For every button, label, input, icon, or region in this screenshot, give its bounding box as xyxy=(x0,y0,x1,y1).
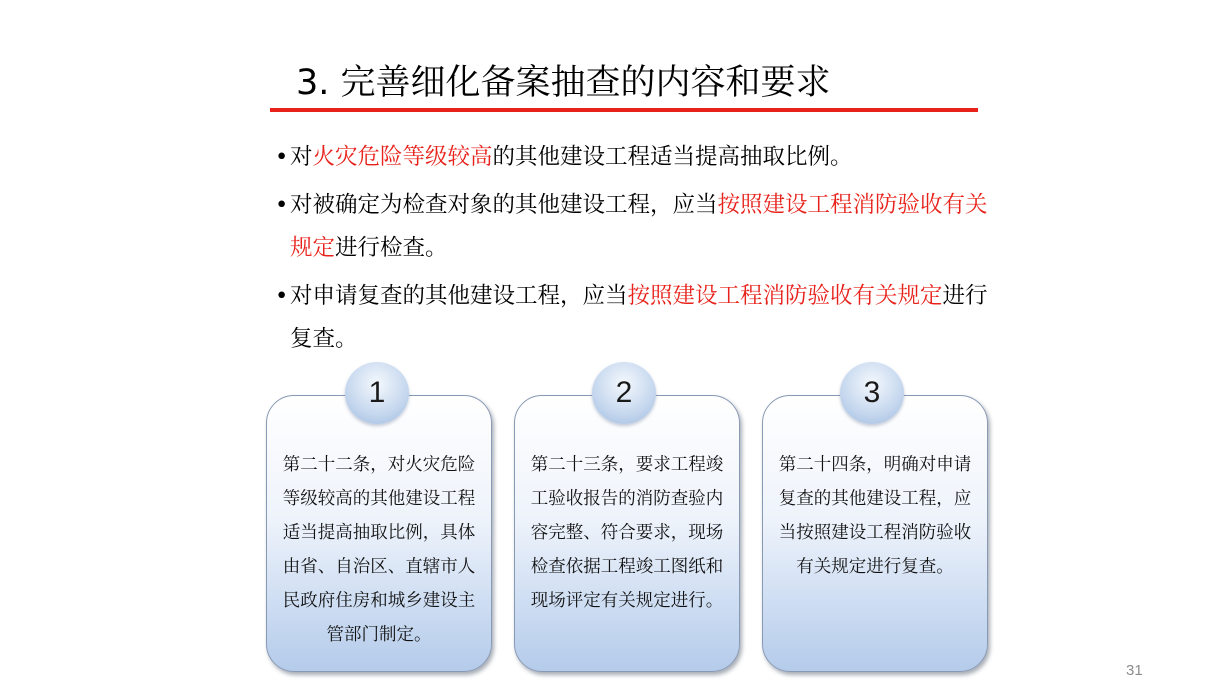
bullet-item-1 xyxy=(272,136,992,179)
bullet-text: 对申请复查的其他建设工程，应当按照建设工程消防验收有关规定进行复查。 xyxy=(290,283,988,352)
card-3 xyxy=(762,395,988,672)
bullet-marker: • xyxy=(275,192,289,218)
card-text: 第二十四条，明确对申请复查的其他建设工程，应当按照建设工程消防验收有关规定进行复查。 xyxy=(778,455,972,577)
slide-title: 3. 完善细化备案抽查的内容和要求 xyxy=(296,63,831,103)
card-number-badge: 2 xyxy=(592,362,656,424)
page-number: 31 xyxy=(1126,662,1143,679)
card-2 xyxy=(514,395,740,672)
bullet-marker: • xyxy=(275,283,289,309)
bullet-marker: • xyxy=(275,144,289,170)
card-text: 第二十三条，要求工程竣工验收报告的消防查验内容完整、符合要求，现场检查依据工程竣工图纸和现场评定有关规定进行。 xyxy=(530,455,724,611)
card-number-badge: 1 xyxy=(345,362,409,424)
card-1 xyxy=(266,395,492,672)
card-text: 第二十二条，对火灾危险等级较高的其他建设工程适当提高抽取比例，具体由省、自治区、直辖市人民政府住房和城乡建设主管部门制定。 xyxy=(282,455,476,645)
title-underline xyxy=(270,108,978,112)
bullet-text: 对火灾危险等级较高的其他建设工程适当提高抽取比例。 xyxy=(290,144,853,170)
bullet-list xyxy=(272,136,992,366)
bullet-item-2 xyxy=(272,184,992,270)
bullet-text: 对被确定为检查对象的其他建设工程，应当按照建设工程消防验收有关规定进行检查。 xyxy=(290,192,988,261)
bullet-item-3 xyxy=(272,275,992,361)
card-number-badge: 3 xyxy=(840,362,904,424)
